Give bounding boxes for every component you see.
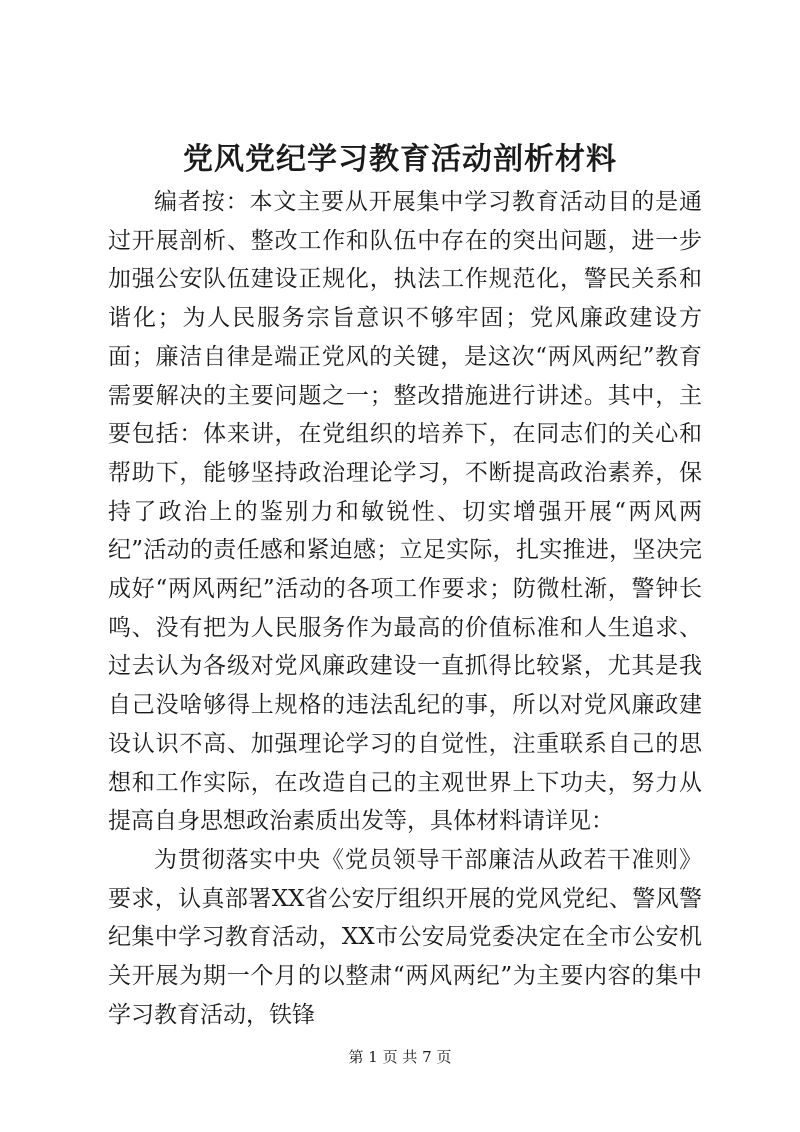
document-title: 党风党纪学习教育活动剖析材料 (183, 142, 617, 177)
body-paragraph: 为贯彻落实中央《党员领导干部廉洁从政若干准则》要求，认真部署XX省公安厅组织开展的党风党纪、警风警纪集中学习教育活动，XX市公安局党委决定在全市公安机关开展为期一个月的以整肃“两风两纪”为主要内容的集中学习教育活动，铁锋 (108, 846, 702, 1028)
page-footer: 第 1 页 共 7 页 (348, 1048, 452, 1066)
editor-note-paragraph: 编者按：本文主要从开展集中学习教育活动目的是通过开展剖析、整改工作和队伍中存在的突出问题，进一步加强公安队伍建设正规化，执法工作规范化，警民关系和谐化；为人民服务宗旨意识不够牢固；党风廉政建设方面；廉洁自律是端正党风的关键，是这次“两风两纪”教育需要解决的主要问题之一；整改措施进行讲述。其中，主要包括：体来讲，在党组织的培养下，在同志们的关心和帮助下，能够坚持政治理论学习，不断提高政治素养，保持了政治上的鉴别力和敏锐性、切实增强开展“两风两纪”活动的责任感和紧迫感；立足实际，扎实推进，坚决完成好“两风两纪”活动的各项工作要求；防微杜渐，警钟长鸣、没有把为人民服务作为最高的价值标准和人生追求、过去认为各级对党风廉政建设一直抓得比较紧，尤其是我自己没啥够得上规格的违法乱纪的事，所以对党风廉政建设认识不高、加强理论学习的自觉性，注重联系自己的思想和工作实际，在改造自己的主观世界上下功夫，努力从提高自身思想政治素质出发等，具体材料请详见： (108, 189, 702, 835)
document-body (108, 183, 702, 1034)
